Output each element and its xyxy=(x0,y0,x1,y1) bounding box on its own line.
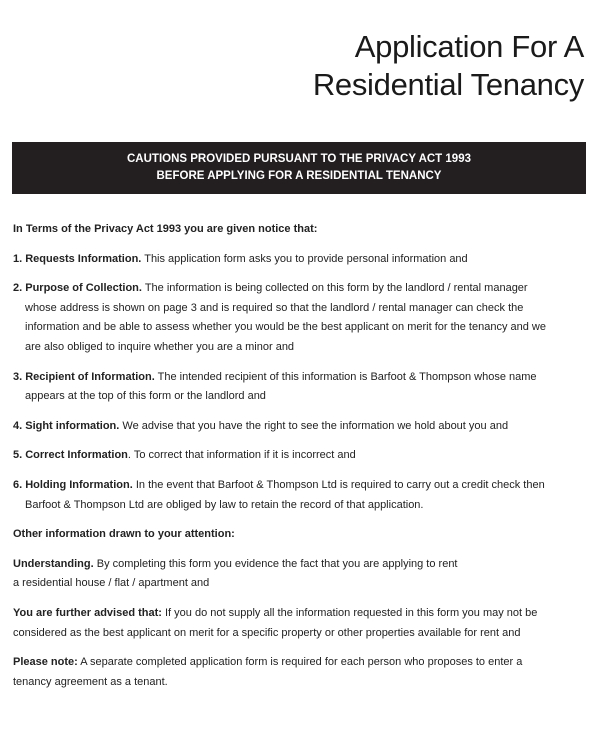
privacy-caution-banner xyxy=(12,142,586,194)
item-sight-information xyxy=(13,417,587,437)
paragraph-text: A separate completed application form is required for each person who proposes to enter a xyxy=(80,656,523,669)
item-text: This application form asks you to provide personal information and xyxy=(144,252,468,265)
item-requests-information xyxy=(13,250,587,270)
title-line-2: Residential Tenancy xyxy=(312,67,584,102)
other-information-heading: Other information drawn to your attention: xyxy=(13,528,235,541)
item-purpose-of-collection xyxy=(13,279,587,357)
item-label: 2. Purpose of Collection. xyxy=(13,282,142,295)
paragraph-text: a residential house / flat / apartment and xyxy=(13,577,210,590)
paragraph-label: Please note: xyxy=(13,656,78,669)
paragraph-text: tenancy agreement as a tenant. xyxy=(13,675,168,688)
item-label: 5. Correct Information xyxy=(13,449,128,462)
item-label: 1. Requests Information. xyxy=(13,252,142,265)
paragraph-label: Understanding. xyxy=(13,557,94,570)
item-recipient-of-information xyxy=(13,368,587,407)
item-text: information and be able to assess whether you would be the best applicant on merit for the tenancy and we xyxy=(25,321,546,334)
item-correct-information xyxy=(13,446,587,466)
item-label: 6. Holding Information. xyxy=(13,478,133,491)
paragraph-text: If you do not supply all the information requested in this form you may not be xyxy=(165,606,538,619)
item-text: We advise that you have the right to see the information we hold about you and xyxy=(122,419,509,432)
item-text: are also obliged to inquire whether you are a minor and xyxy=(25,340,295,353)
banner-line-1: CAUTIONS PROVIDED PURSUANT TO THE PRIVACY ACT 1993 xyxy=(127,153,471,165)
paragraph-label: You are further advised that: xyxy=(13,606,162,619)
item-holding-information xyxy=(13,476,587,515)
item-label: 3. Recipient of Information. xyxy=(13,370,155,383)
document-title xyxy=(313,28,584,104)
item-text: The intended recipient of this information is Barfoot & Thompson whose name xyxy=(157,370,537,383)
item-text: In the event that Barfoot & Thompson Ltd is required to carry out a credit check then xyxy=(135,478,545,491)
document-body xyxy=(13,220,587,692)
item-text: whose address is shown on page 3 and is required so that the landlord / rental manager can check the xyxy=(25,301,524,314)
item-text: The information is being collected on this form by the landlord / rental manager xyxy=(144,282,528,295)
intro-heading: In Terms of the Privacy Act 1993 you are given notice that: xyxy=(13,223,318,235)
item-text: Barfoot & Thompson Ltd are obliged by law to retain the record of that application. xyxy=(25,498,424,511)
item-text: appears at the top of this form or the landlord and xyxy=(25,390,266,403)
item-text: . To correct that information if it is incorrect and xyxy=(127,449,356,462)
title-line-1: Application For A xyxy=(354,29,584,64)
item-label: 4. Sight information. xyxy=(13,419,120,432)
paragraph-text: By completing this form you evidence the fact that you are applying to rent xyxy=(96,557,458,570)
further-advised-paragraph xyxy=(13,604,587,643)
please-note-paragraph xyxy=(13,653,587,692)
banner-line-2: BEFORE APPLYING FOR A RESIDENTIAL TENANCY xyxy=(156,170,442,182)
understanding-paragraph xyxy=(13,555,587,594)
paragraph-text: considered as the best applicant on merit for a specific property or other properties available for rent and xyxy=(13,626,521,639)
